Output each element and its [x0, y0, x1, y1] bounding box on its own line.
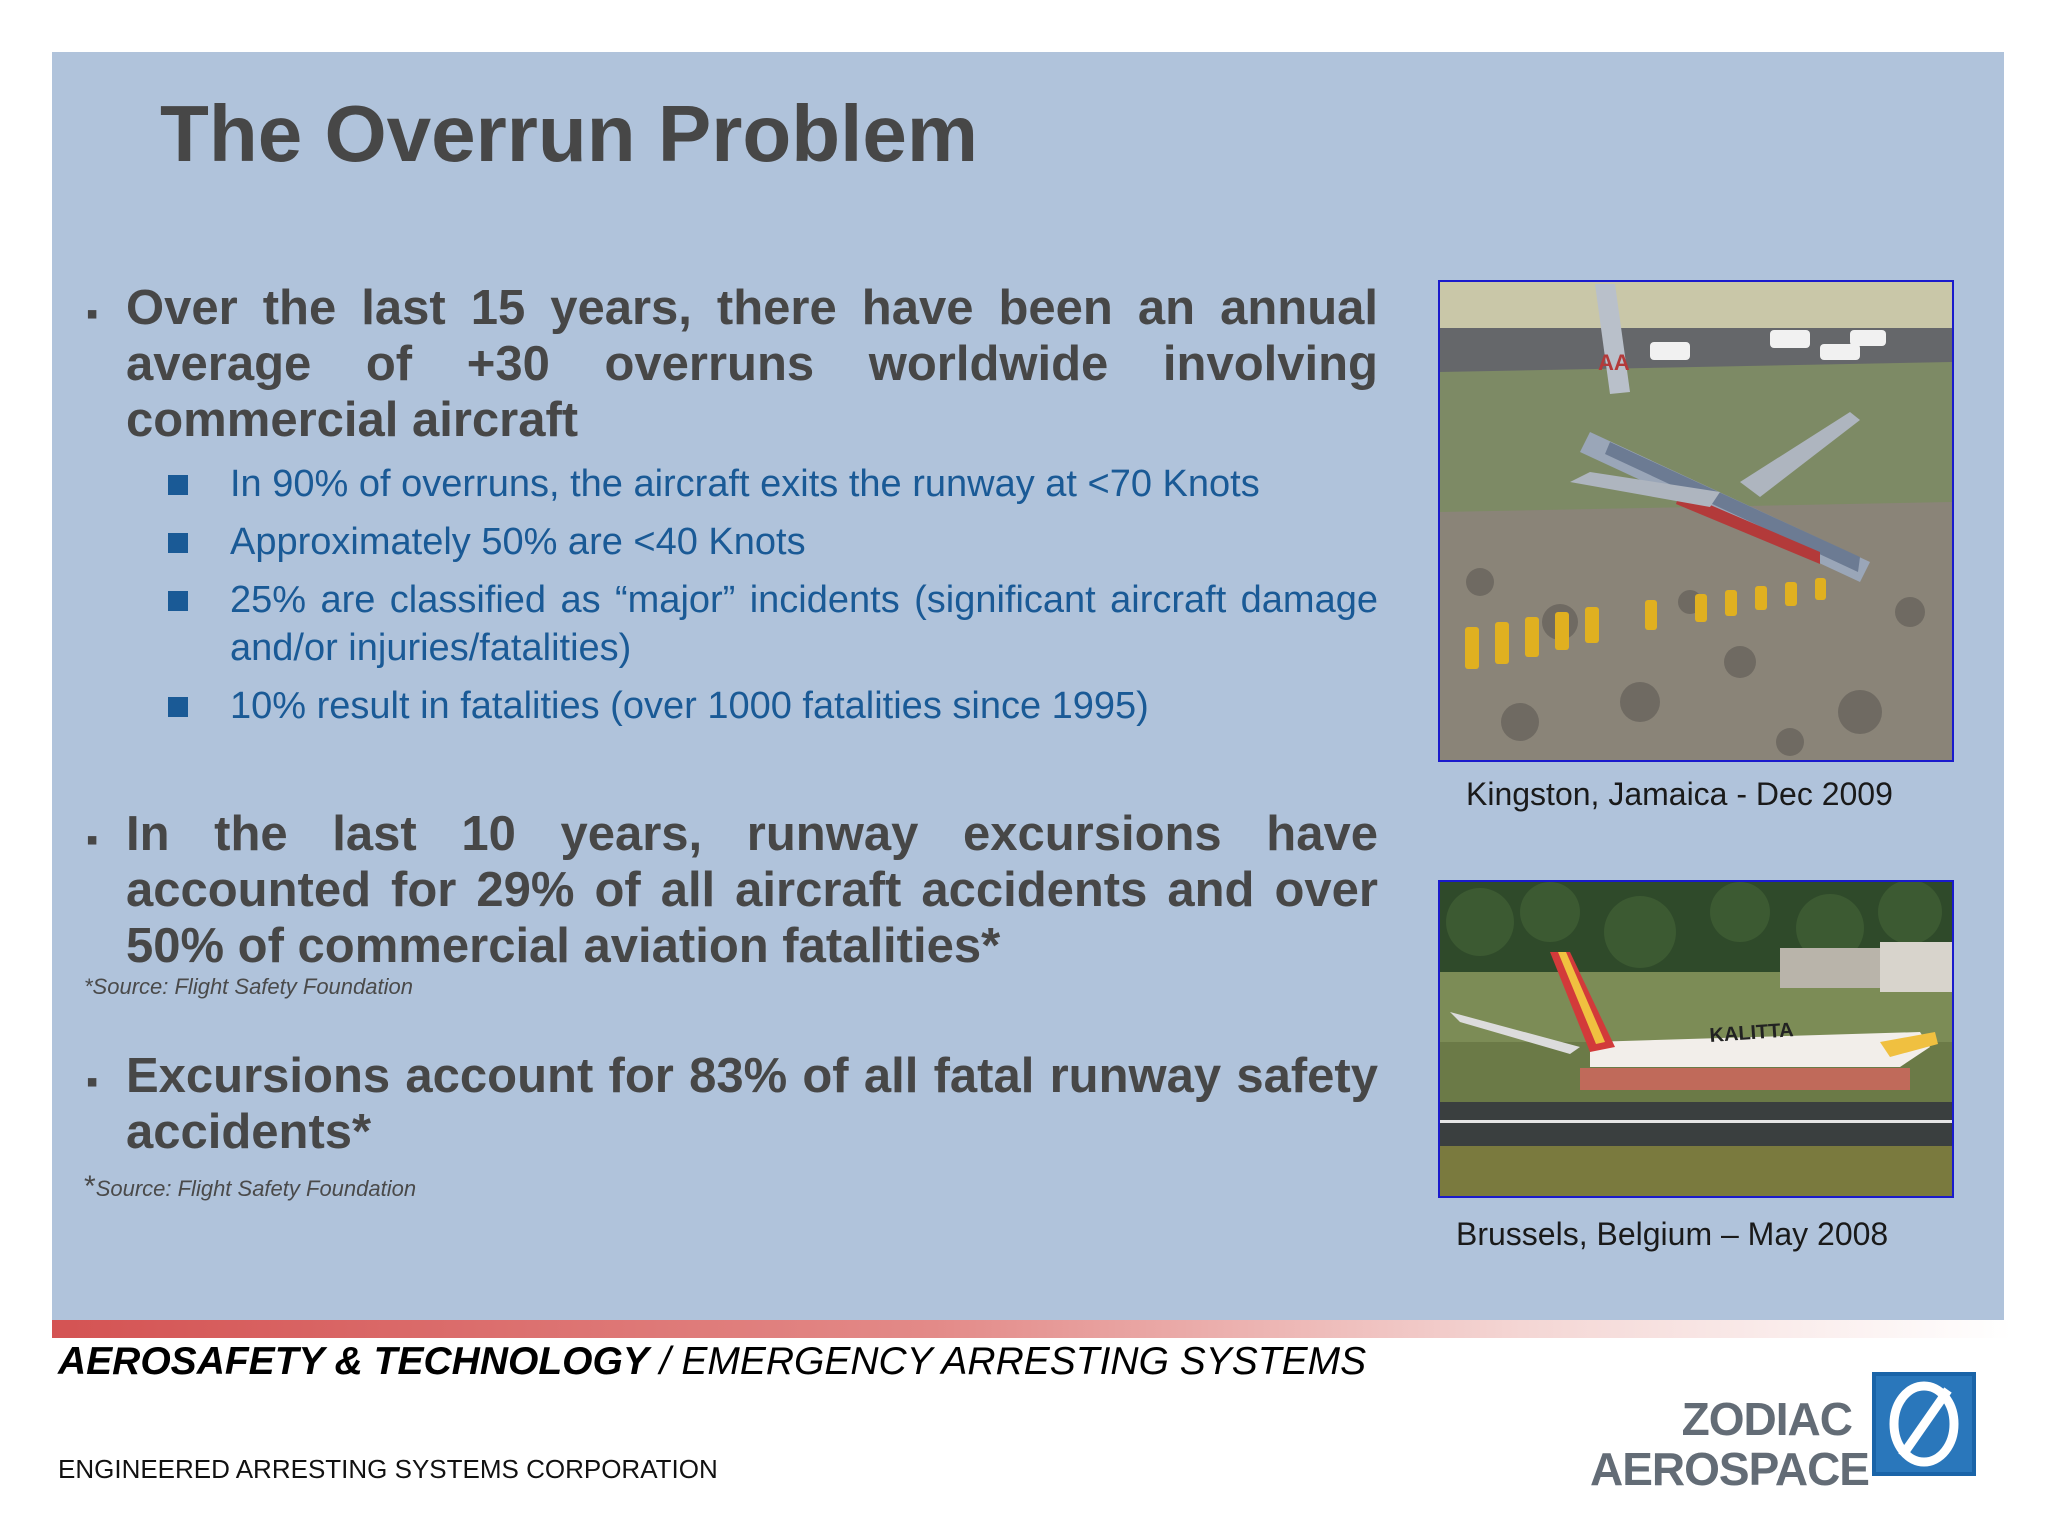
bullet-excursions	[86, 806, 1378, 974]
bullet-marker: ▪	[86, 295, 99, 333]
list-item	[166, 576, 1378, 672]
square-bullet-icon	[168, 533, 188, 553]
sub-bullet-text: 10% result in fatalities (over 1000 fatalities since 1995)	[230, 685, 1149, 727]
bullet-fatal-accidents	[86, 1048, 1378, 1160]
footer-brand-rest: / EMERGENCY ARRESTING SYSTEMS	[648, 1340, 1367, 1383]
bullet-excursions-text: In the last 10 years, runway excursions have accounted for 29% of all aircraft accidents and over 50% of commercial aviation fatalities*	[126, 807, 1378, 973]
zodiac-aerospace-logo-text	[1590, 1393, 1869, 1495]
sub-bullet-list	[166, 460, 1378, 740]
footer-accent-bar	[52, 1320, 2012, 1338]
square-bullet-icon	[168, 591, 188, 611]
sub-bullet-text: In 90% of overruns, the aircraft exits the runway at <70 Knots	[230, 463, 1260, 505]
tail-logo-text: AA	[1598, 350, 1630, 375]
bullet-overruns-text: Over the last 15 years, there have been an annual average of +30 overruns worldwide involving commercial aircraft	[126, 281, 1378, 447]
footer-company: ENGINEERED ARRESTING SYSTEMS CORPORATION	[58, 1454, 718, 1484]
kingston-crash-image	[1440, 282, 1952, 760]
brussels-crash-image	[1440, 882, 1952, 1196]
square-bullet-icon	[168, 475, 188, 495]
bullet-fatal-accidents-text: Excursions account for 83% of all fatal runway safety accidents*	[126, 1049, 1378, 1159]
kingston-photo-caption: Kingston, Jamaica - Dec 2009	[1466, 776, 1893, 812]
logo-line-1: ZODIAC	[1681, 1393, 1852, 1445]
bullet-marker: ▪	[86, 1063, 99, 1101]
zodiac-logo-icon	[1872, 1372, 1976, 1476]
square-bullet-icon	[168, 697, 188, 717]
source-note	[84, 1170, 416, 1204]
logo-line-2: AEROSPACE	[1590, 1443, 1869, 1495]
footer-brand-bold: AEROSAFETY & TECHNOLOGY	[58, 1340, 649, 1383]
list-item	[166, 460, 1378, 508]
source-note: *Source: Flight Safety Foundation	[84, 974, 413, 999]
list-item	[166, 682, 1378, 730]
footer-brand	[58, 1340, 1366, 1384]
bullet-overruns	[86, 280, 1378, 448]
brussels-crash-photo	[1438, 880, 1954, 1198]
sub-bullet-text: 25% are classified as “major” incidents (significant aircraft damage and/or injuries/fatalities)	[230, 579, 1378, 669]
sub-bullet-text: Approximately 50% are <40 Knots	[230, 521, 806, 563]
source-asterisk: *	[84, 1170, 96, 1203]
brussels-photo-caption: Brussels, Belgium – May 2008	[1456, 1216, 1889, 1252]
source-note-text: Source: Flight Safety Foundation	[95, 1176, 417, 1201]
bullet-marker: ▪	[86, 821, 99, 859]
list-item	[166, 518, 1378, 566]
kingston-crash-photo	[1438, 280, 1954, 762]
aircraft-livery-text: KALITTA	[1708, 1019, 1795, 1047]
slide-title: The Overrun Problem	[160, 89, 978, 178]
